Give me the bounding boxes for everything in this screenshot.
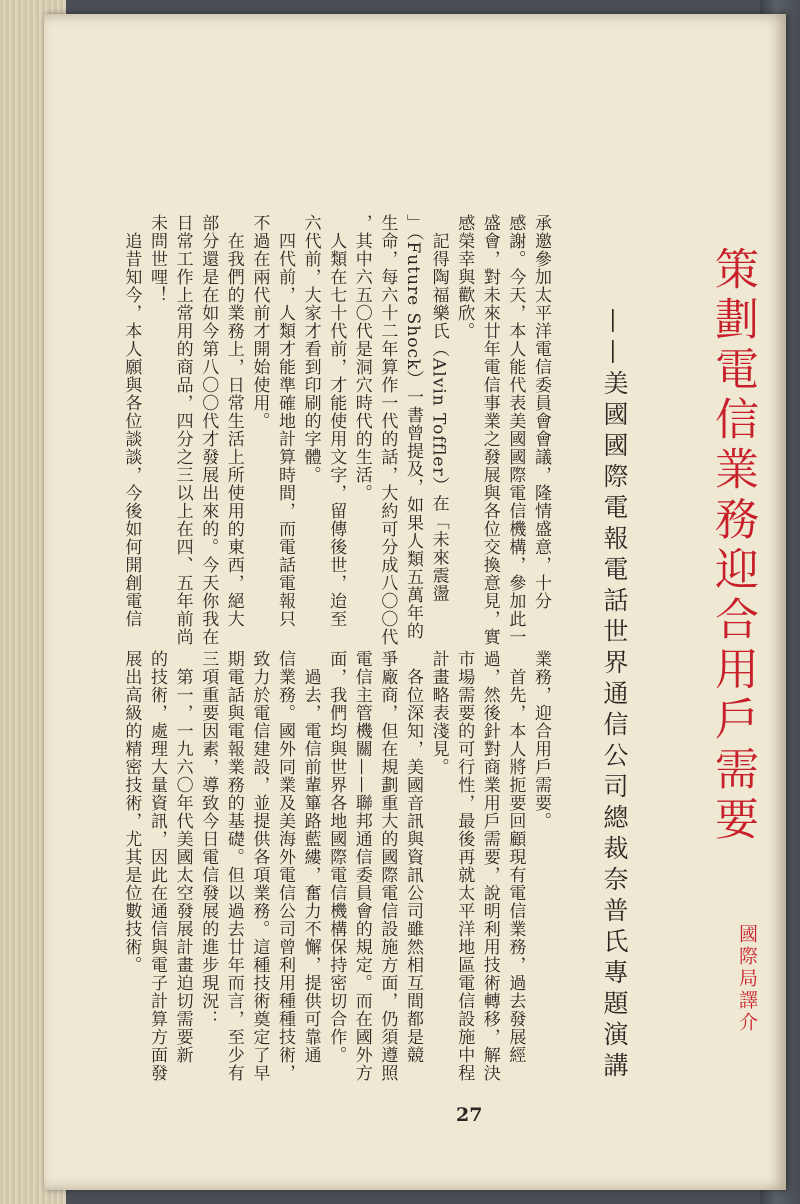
text-column: 過去，電信前輩篳路藍縷，奮力不懈，提供可靠通	[300, 650, 321, 1064]
text-column: 第一，一九六〇年代美國太空發展計畫迫切需要新	[172, 650, 193, 1064]
text-column: 追昔知今，本人願與各位談談，今後如何開創電信	[121, 214, 142, 628]
text-column: 生命，每六十二年算作一代的話，大約可分成八〇〇代	[377, 214, 398, 646]
text-column: 的技術，處理大量資訊，因此在通信與電子計算方面發	[147, 650, 167, 1082]
text-column: 致力於電信建設，並提供各項業務。這種技術奠定了早	[249, 650, 270, 1082]
text-column: 四代前，人類才能準確地計算時間，而電話電報只	[275, 214, 295, 628]
text-column: 信業務。國外同業及美海外電信公司曾利用種種技術，	[275, 650, 295, 1082]
text-column: 日常工作上常用的商品，四分之三以上在四、五年前尚	[172, 214, 193, 646]
text-column: 展出高級的精密技術，尤其是位數技術。	[121, 650, 142, 974]
text-column: 各位深知，美國音訊與資訊公司雖然相互間都是競	[403, 650, 423, 1064]
text-column: ，其中六五〇代是洞穴時代的生活。	[351, 214, 372, 502]
translator-credit: 國際局譯介	[736, 924, 758, 1034]
text-column: 三項重要因素，導致今日電信發展的進步現況：	[198, 650, 219, 1028]
text-column: 業務，迎合用戶需要。	[531, 650, 551, 830]
text-column: 六代前，大家才看到印刷的字體。	[300, 214, 321, 484]
text-column: 計畫略表淺見。	[428, 650, 449, 776]
text-column: 首先，本人將扼要回顧現有電信業務，過去發展經	[505, 650, 526, 1064]
page-number: 27	[456, 1104, 483, 1126]
article-title: 策劃電信業務迎合用戶需要	[707, 246, 758, 846]
text-column: 爭廠商，但在規劃重大的國際電信設施方面，仍須遵照	[377, 650, 398, 1082]
text-column: 」（Future Shock）一書曾提及，如果人類五萬年的	[403, 214, 423, 641]
text-column: 市場需要的可行性，最後再就太平洋地區電信設施中程	[454, 650, 475, 1082]
text-column: 盛會，對未來廿年電信事業之發展與各位交換意見，實	[479, 214, 500, 646]
article-subtitle: ——美國國際電報電話世界通信公司總裁奈普氏專題演講	[600, 308, 629, 1083]
text-column: 面，我們均與世界各地國際電信機構保持密切合作。	[326, 650, 347, 1064]
text-column: 感謝。今天，本人能代表美國國際電信機構，參加此一	[505, 214, 526, 646]
text-column: 人類在七十代前，才能使用文字，留傳後世，迨至	[326, 214, 347, 628]
text-column: 不過在兩代前才開始使用。	[249, 214, 270, 430]
text-column: 部分還是在如今第八〇〇代才發展出來的。今天你我在	[198, 214, 219, 646]
text-column: 未問世哩！	[147, 214, 167, 304]
text-column: 記得陶福樂氏（Alvin Toffler）在「未來震盪	[428, 214, 449, 603]
text-column: 承邀參加太平洋電信委員會會議，隆情盛意，十分	[531, 214, 551, 610]
text-column: 在我們的業務上，日常生活上所使用的東西，絕大	[223, 214, 244, 628]
text-column: 過，然後針對商業用戶需要，說明利用技術轉移，解決	[479, 650, 500, 1082]
text-column: 期電話與電報業務的基礎。但以過去廿年而言，至少有	[223, 650, 244, 1082]
text-column: 電信主管機關——聯邦通信委員會的規定。而在國外方	[351, 650, 372, 1082]
text-column: 感榮幸與歡欣。	[454, 214, 475, 340]
book-page	[44, 14, 786, 1190]
